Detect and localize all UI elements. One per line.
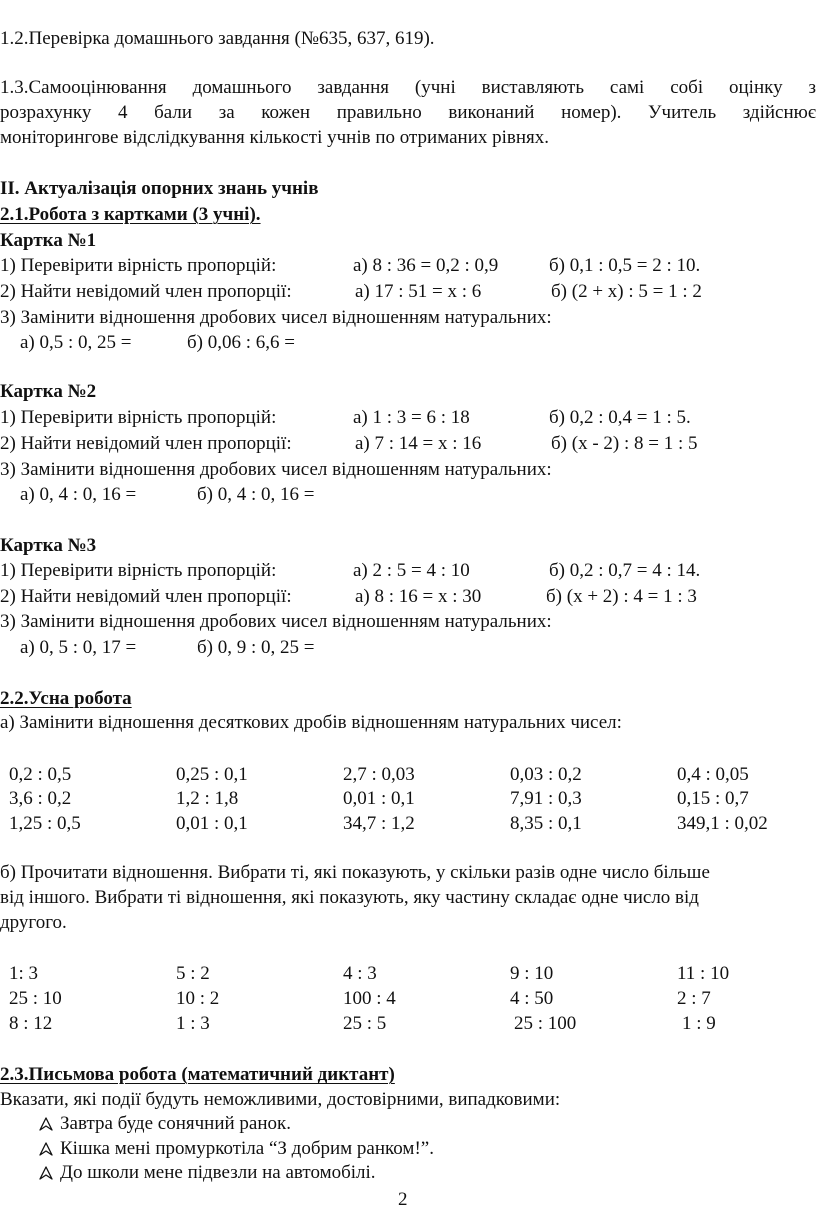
- ratio-a-cell: 7,91 : 0,3: [510, 788, 582, 809]
- ratio-b-cell: 9 : 10: [510, 963, 554, 984]
- card-3-task-1a: а) 2 : 5 = 4 : 10: [353, 560, 470, 581]
- ratio-b-cell: 25 : 100: [514, 1013, 577, 1034]
- ratio-b-cell: 11 : 10: [677, 963, 730, 984]
- ratio-b-cell: 8 : 12: [9, 1013, 53, 1034]
- card-1-task-1: 1) Перевірити вірність пропорцій:: [0, 255, 277, 276]
- ratio-a-cell: 0,01 : 0,1: [343, 788, 415, 809]
- oral-task-b-line3: другого.: [0, 912, 67, 933]
- card-2-task-3a: а) 0, 4 : 0, 16 =: [20, 484, 137, 505]
- card-1-task-3: 3) Замінити відношення дробових чисел відношенням натуральних:: [0, 307, 552, 328]
- ratio-b-cell: 10 : 2: [176, 988, 220, 1009]
- ratio-b-cell: 1 : 3: [176, 1013, 210, 1034]
- oral-task-b-line2: від іншого. Вибрати ті відношення, які показують, яку частину складає одне число від: [0, 887, 699, 908]
- card-1-task-2: 2) Найти невідомий член пропорції:: [0, 281, 292, 302]
- dictation-item-2: Кішка мені промуркотіла “З добрим ранком!”.: [60, 1138, 434, 1159]
- ratio-a-cell: 8,35 : 0,1: [510, 813, 582, 834]
- ratio-b-cell: 5 : 2: [176, 963, 210, 984]
- card-1-task-2b: б) (2 + х) : 5 = 1 : 2: [551, 281, 702, 302]
- card-2-task-1b: б) 0,2 : 0,4 = 1 : 5.: [549, 407, 691, 428]
- ratio-a-cell: 0,15 : 0,7: [677, 788, 749, 809]
- card-2-task-3b: б) 0, 4 : 0, 16 =: [197, 484, 315, 505]
- ratio-b-cell: 25 : 10: [9, 988, 62, 1009]
- dictation-intro: Вказати, які події будуть неможливими, достовірними, випадковими:: [0, 1089, 561, 1110]
- card-1-title: Картка №1: [0, 230, 97, 251]
- card-2-task-1a: а) 1 : 3 = 6 : 18: [353, 407, 470, 428]
- card-1-task-1b: б) 0,1 : 0,5 = 2 : 10.: [549, 255, 701, 276]
- card-1-task-3a: а) 0,5 : 0, 25 =: [20, 332, 132, 353]
- dictation-item-1: Завтра буде сонячний ранок.: [60, 1113, 291, 1134]
- card-3-task-3b: б) 0, 9 : 0, 25 =: [197, 637, 315, 658]
- ratio-a-cell: 3,6 : 0,2: [9, 788, 72, 809]
- section-2-2-heading: 2.2.Усна робота: [0, 688, 132, 709]
- ratio-a-cell: 34,7 : 1,2: [343, 813, 415, 834]
- ratio-a-cell: 2,7 : 0,03: [343, 764, 415, 785]
- ratio-b-cell: 4 : 3: [343, 963, 377, 984]
- ratio-b-cell: 2 : 7: [677, 988, 711, 1009]
- page-number: 2: [398, 1189, 408, 1210]
- ratio-a-cell: 0,4 : 0,05: [677, 764, 749, 785]
- card-3-task-2b: б) (х + 2) : 4 = 1 : 3: [546, 586, 697, 607]
- ratio-b-cell: 100 : 4: [343, 988, 396, 1009]
- ratio-a-cell: 0,25 : 0,1: [176, 764, 248, 785]
- card-3-task-3a: а) 0, 5 : 0, 17 =: [20, 637, 137, 658]
- card-2-task-3: 3) Замінити відношення дробових чисел відношенням натуральних:: [0, 459, 552, 480]
- card-1-task-1a: а) 8 : 36 = 0,2 : 0,9: [353, 255, 499, 276]
- ratio-a-cell: 0,01 : 0,1: [176, 813, 248, 834]
- section-1-3-line1: 1.3.Самооцінювання домашнього завдання (учні виставляють самі собі оцінку з: [0, 77, 816, 98]
- card-3-task-3: 3) Замінити відношення дробових чисел відношенням натуральних:: [0, 611, 552, 632]
- section-2-heading: ІІ. Актуалізація опорних знань учнів: [0, 178, 319, 199]
- ratio-a-cell: 349,1 : 0,02: [677, 813, 768, 834]
- ratio-a-cell: 0,03 : 0,2: [510, 764, 582, 785]
- card-3-task-1: 1) Перевірити вірність пропорцій:: [0, 560, 277, 581]
- card-3-title: Картка №3: [0, 535, 97, 556]
- section-1-2: 1.2.Перевірка домашнього завдання (№635, 637, 619).: [0, 28, 435, 49]
- section-2-1-heading: 2.1.Робота з картками (3 учні).: [0, 204, 261, 225]
- section-2-3-heading: 2.3.Письмова робота (математичний диктант): [0, 1064, 395, 1085]
- card-3-task-1b: б) 0,2 : 0,7 = 4 : 14.: [549, 560, 701, 581]
- dictation-item-3: До школи мене підвезли на автомобілі.: [60, 1162, 376, 1183]
- ratio-b-cell: 25 : 5: [343, 1013, 387, 1034]
- section-1-3-line2: розрахунку 4 бали за кожен правильно виконаний номер). Учитель здійснює: [0, 102, 816, 123]
- card-2-title: Картка №2: [0, 381, 97, 402]
- ratio-b-cell: 1: 3: [9, 963, 39, 984]
- ratio-a-cell: 1,2 : 1,8: [176, 788, 239, 809]
- ratio-b-cell: 4 : 50: [510, 988, 554, 1009]
- ratio-a-cell: 1,25 : 0,5: [9, 813, 81, 834]
- arrowhead-bullet-icon: [38, 1113, 54, 1135]
- section-1-3-line3: моніторингове відслідкування кількості учнів по отриманих рівнях.: [0, 127, 550, 148]
- card-3-task-2: 2) Найти невідомий член пропорції:: [0, 586, 292, 607]
- ratio-a-cell: 0,2 : 0,5: [9, 764, 72, 785]
- ratio-b-cell: 1 : 9: [682, 1013, 716, 1034]
- card-2-task-2: 2) Найти невідомий член пропорції:: [0, 433, 292, 454]
- card-2-task-1: 1) Перевірити вірність пропорцій:: [0, 407, 277, 428]
- card-2-task-2a: а) 7 : 14 = х : 16: [355, 433, 482, 454]
- card-3-task-2a: а) 8 : 16 = х : 30: [355, 586, 482, 607]
- arrowhead-bullet-icon: [38, 1138, 54, 1160]
- arrowhead-bullet-icon: [38, 1162, 54, 1184]
- oral-task-b-line1: б) Прочитати відношення. Вибрати ті, які показують, у скільки разів одне число більше: [0, 862, 710, 883]
- card-1-task-2a: а) 17 : 51 = х : 6: [355, 281, 482, 302]
- card-2-task-2b: б) (х - 2) : 8 = 1 : 5: [551, 433, 698, 454]
- card-1-task-3b: б) 0,06 : 6,6 =: [187, 332, 295, 353]
- oral-task-a: а) Замінити відношення десяткових дробів відношенням натуральних чисел:: [0, 712, 622, 733]
